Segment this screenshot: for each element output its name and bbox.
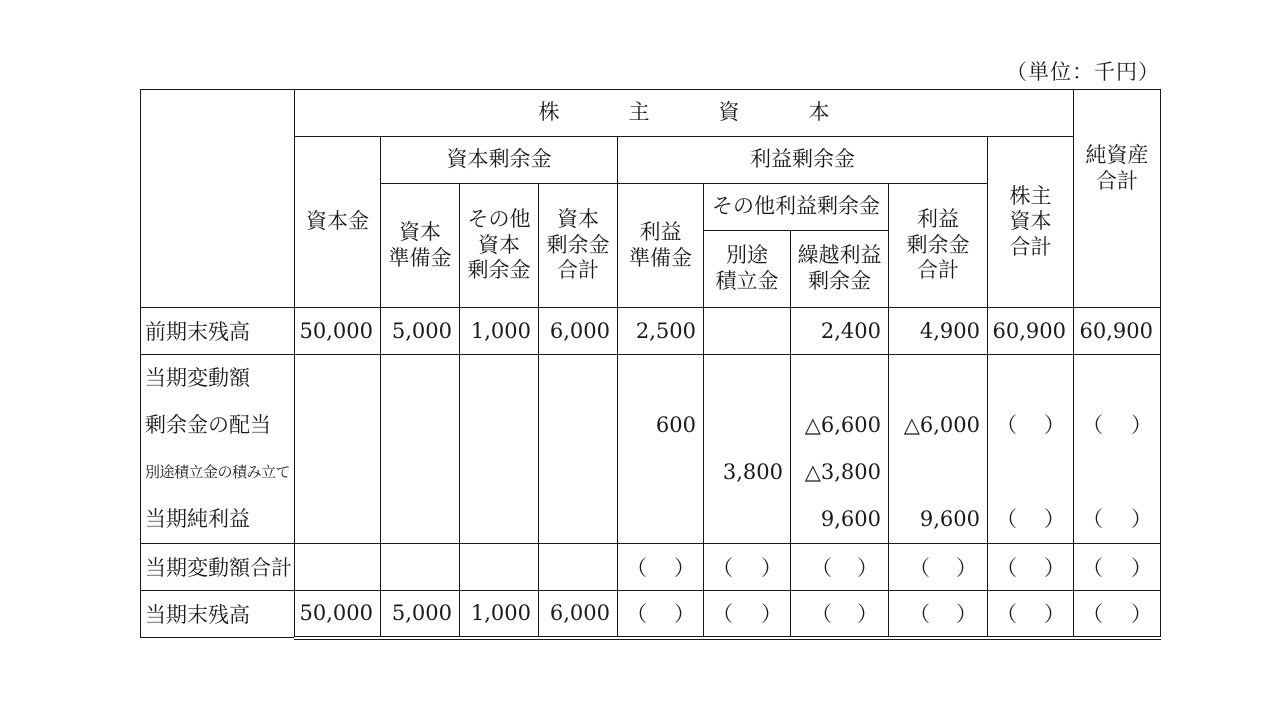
cell-value: 60,900 [988,308,1074,355]
cell-value: 50,000 [295,591,381,638]
answer-cell [704,591,791,638]
changes-heading: 当期変動額 [145,366,250,390]
answer-blank: （ ） [811,602,878,627]
changes-legal-reserve-cell [618,355,704,544]
equity-statement-table [140,89,1161,640]
header-special-reserve [704,231,791,308]
header-retained-earnings-carried-text: 繰越利益 剰余金 [797,243,882,293]
header-retained-earnings-total-text: 利益 剰余金 合計 [906,207,970,283]
cell-value: 60,900 [1074,308,1161,355]
answer-blank: （ ） [626,602,695,627]
cell-value: 2,400 [791,308,889,355]
cell-value: 2,500 [618,308,704,355]
header-capital-surplus: 資本剰余金 [381,137,618,184]
cell-value: 1,000 [460,591,539,638]
header-net-assets-total-text: 純資産 合計 [1085,142,1149,193]
answer-blank: （ ） [1082,556,1152,580]
header-other-capital-surplus-text: その他 資本 剰余金 [467,207,531,283]
changes-equity-total-cell [988,355,1074,544]
answer-cell [618,544,704,591]
cell-empty [539,355,618,544]
cell-empty [381,544,460,591]
cell-empty [460,355,539,544]
header-shareholders-equity-total [988,137,1074,308]
cell-value: 3,800 [722,460,783,484]
cell-value: 4,900 [889,308,988,355]
cell-value: 6,000 [539,591,618,638]
cell-value: 5,000 [381,308,460,355]
header-capital-reserve-text: 資本 準備金 [388,219,452,270]
header-capital-surplus-total [539,184,618,308]
answer-blank: （ ） [996,556,1065,580]
cell-value: 50,000 [295,308,381,355]
changes-special-reserve-cell [704,355,791,544]
answer-cell [988,591,1074,638]
header-retained-earnings-total [889,184,988,308]
cell-value: 9,600 [820,507,881,531]
cell-value: 6,000 [539,308,618,355]
row-label-current-end: 当期末残高 [141,591,295,638]
answer-cell [704,544,791,591]
changes-net-income-label: 当期純利益 [145,507,250,531]
answer-blank: （ ） [712,602,782,627]
cell-empty [381,355,460,544]
header-shareholders-equity: 株 主 資 本 [295,90,1074,137]
row-label-change-total: 当期変動額合計 [141,544,295,591]
answer-cell [889,591,988,638]
changes-carried-cell [791,355,889,544]
answer-blank: （ ） [909,602,977,627]
answer-cell [1074,591,1161,638]
cell-empty [295,355,381,544]
header-legal-reserve-text: 利益 準備金 [629,219,692,270]
answer-blank: （ ） [1082,413,1152,437]
header-retained-earnings-carried [791,231,889,308]
unit-label: （単位：千円） [1006,60,1160,84]
cell-value: △3,800 [804,460,881,484]
header-capital-surplus-total-text: 資本 剰余金 合計 [546,207,610,283]
header-capital-reserve [381,184,460,308]
answer-blank: （ ） [909,556,977,580]
header-retained-earnings: 利益剰余金 [618,137,988,184]
row-label-prior-end: 前期末残高 [141,308,295,355]
answer-cell [618,591,704,638]
changes-dividends-label: 剰余金の配当 [145,413,271,437]
header-capital-stock: 資本金 [295,137,381,308]
header-other-retained-earnings: その他利益剰余金 [704,184,889,231]
answer-blank: （ ） [1082,602,1152,627]
answer-blank: （ ） [626,556,695,580]
answer-cell [988,544,1074,591]
cell-empty [539,544,618,591]
answer-blank: （ ） [996,507,1065,531]
corner-cell [141,90,295,308]
answer-blank: （ ） [1082,507,1152,531]
cell-value: △6,000 [903,413,980,437]
answer-cell [889,544,988,591]
answer-cell [791,544,889,591]
header-other-capital-surplus [460,184,539,308]
cell-empty [460,544,539,591]
cell-value [704,308,791,355]
cell-value: 5,000 [381,591,460,638]
answer-blank: （ ） [811,556,878,580]
row-label-changes [141,355,295,544]
answer-blank: （ ） [996,602,1065,627]
answer-cell [791,591,889,638]
cell-value: 9,600 [919,507,980,531]
header-legal-reserve [618,184,704,308]
cell-value: 600 [655,413,696,437]
header-net-assets-total [1074,90,1161,308]
answer-cell [1074,544,1161,591]
cell-value: △6,600 [804,413,881,437]
header-special-reserve-text: 別途 積立金 [715,243,779,293]
changes-special-reserve-label: 別途積立金の積み立て [145,463,291,481]
answer-blank: （ ） [712,556,782,580]
cell-empty [295,544,381,591]
changes-retained-total-cell [889,355,988,544]
changes-net-assets-cell [1074,355,1161,544]
answer-blank: （ ） [996,413,1065,437]
header-shareholders-equity-total-text: 株主 資本 合計 [1009,183,1052,259]
cell-value: 1,000 [460,308,539,355]
